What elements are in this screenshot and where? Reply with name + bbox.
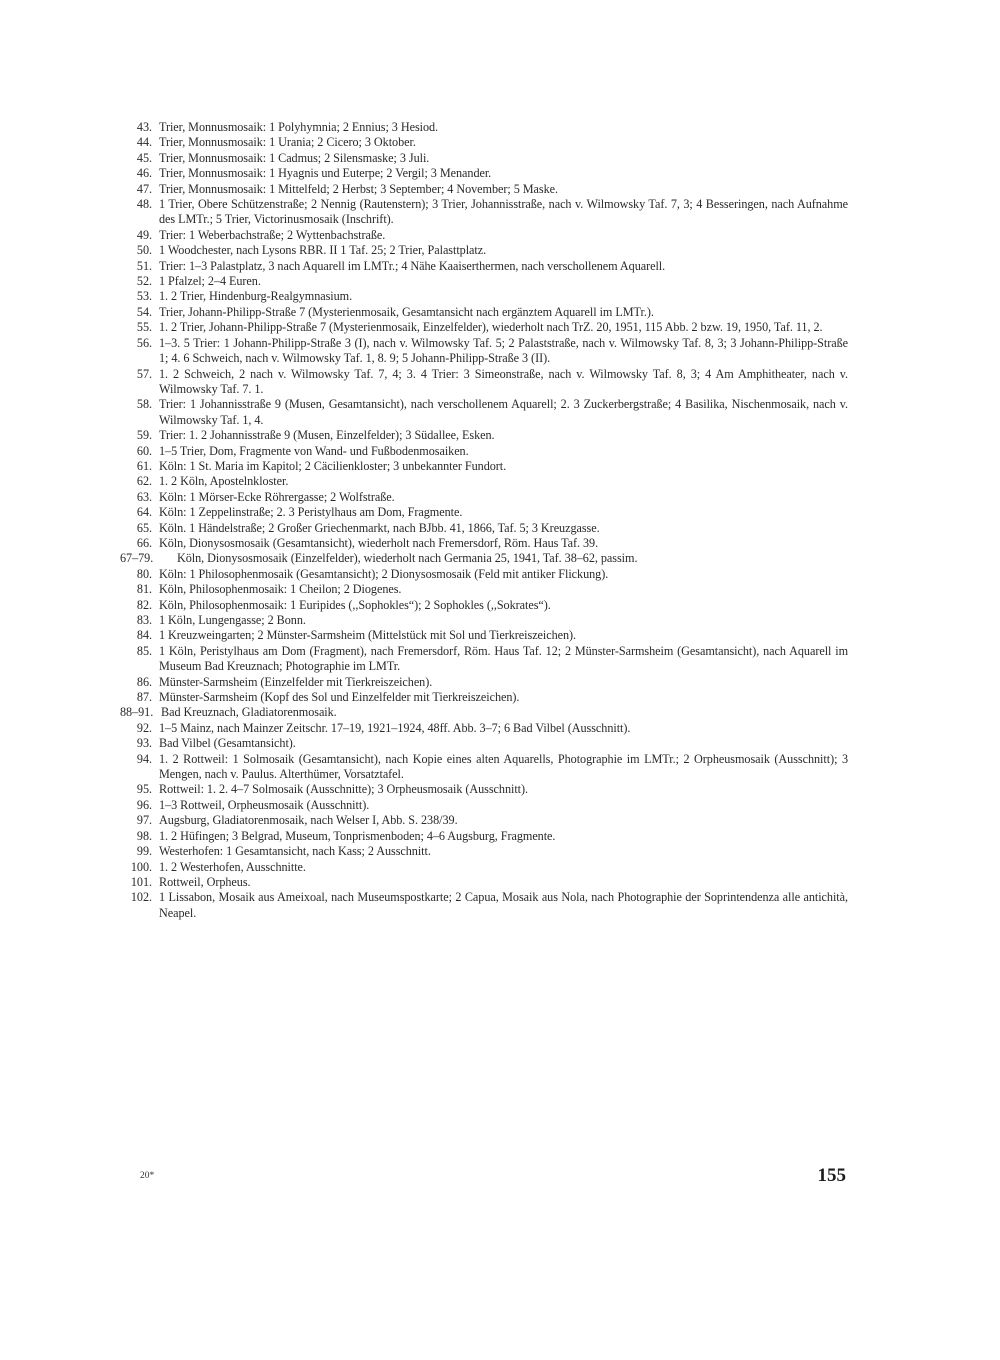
entry-text: Trier: 1 Weberbachstraße; 2 Wyttenbachstraße. [159,227,386,242]
entry-number: 62. [136,474,152,489]
list-item [118,521,848,536]
entry-text: Köln: 1 Philosophenmosaik (Gesamtansicht); 2 Dionysosmosaik (Feld mit antiker Flickung). [159,566,609,581]
entry-text: 1 Woodchester, nach Lysons RBR. II 1 Taf. 25; 2 Trier, Palasttplatz. [159,243,487,258]
list-item [118,243,848,258]
entry-number: 93. [136,736,152,751]
list-item [118,844,848,859]
entry-text: Köln, Philosophenmosaik: 1 Cheilon; 2 Diogenes. [159,582,402,597]
list-item [118,675,848,690]
entry-text: Münster-Sarmsheim (Kopf des Sol und Einzelfelder mit Tierkreiszeichen). [159,690,520,705]
list-item [118,890,848,921]
entry-number: 100. [130,859,152,874]
list-item [118,120,848,135]
entry-number: 84. [136,628,152,643]
entry-text: Augsburg, Gladiatorenmosaik, nach Welser I, Abb. S. 238/39. [159,813,458,828]
list-item [118,813,848,828]
entry-number: 61. [136,458,152,473]
list-item [118,274,848,289]
entry-number: 58. [136,397,152,412]
entry-number: 86. [136,674,152,689]
list-item [118,644,848,675]
list-item [118,459,848,474]
entry-number: 51. [136,258,152,273]
list-item [118,536,848,551]
entry-text: Trier, Monnusmosaik: 1 Urania; 2 Cicero; 3 Oktober. [159,135,416,150]
entry-number: 48. [136,197,152,212]
entry-number: 94. [136,751,152,766]
entry-number: 101. [130,874,152,889]
list-item [118,613,848,628]
entry-text: Köln: 1 St. Maria im Kapitol; 2 Cäcilienkloster; 3 unbekannter Fundort. [159,458,507,473]
list-item [118,336,848,367]
entry-text: 1 Pfalzel; 2–4 Euren. [159,274,261,289]
entry-number: 57. [136,366,152,381]
entry-text: 1–3. 5 Trier: 1 Johann-Philipp-Straße 3 (I), nach v. Wilmowsky Taf. 5; 2 Palaststraße, nach v. Wilmowsky Taf. 8, 3; 3 Johann-Philipp-Straße 1; 4. 6 Schweich, nach v. Wilmowsky Taf. 1, 8. 9; 5 Johann-Philipp-Straße 3 (II). [159,335,848,366]
entry-number: 59. [136,428,152,443]
entry-text: 1 Kreuzweingarten; 2 Münster-Sarmsheim (Mittelstück mit Sol und Tierkreiszeichen). [159,628,577,643]
list-item [118,135,848,150]
list-item [118,182,848,197]
entry-number: 56. [136,335,152,350]
list-item [118,490,848,505]
list-item [118,428,848,443]
list-item [118,782,848,797]
entry-number: 55. [136,320,152,335]
entry-number: 45. [136,150,152,165]
list-item [118,598,848,613]
list-item [118,736,848,751]
list-item [118,505,848,520]
printer-signature: 20* [140,1171,155,1181]
entry-text: Trier: 1–3 Palastplatz, 3 nach Aquarell im LMTr.; 4 Nähe Kaaiserthermen, nach verschollenem Aquarell. [159,258,666,273]
entry-text: Köln. 1 Händelstraße; 2 Großer Griechenmarkt, nach BJbb. 41, 1866, Taf. 5; 3 Kreuzgasse. [159,520,600,535]
list-item [118,752,848,783]
entry-text: 1. 2 Hüfingen; 3 Belgrad, Museum, Tonprismenboden; 4–6 Augsburg, Fragmente. [159,828,556,843]
caption-list [118,120,848,921]
entry-text: 1–5 Mainz, nach Mainzer Zeitschr. 17–19, 1921–1924, 48ff. Abb. 3–7; 6 Bad Vilbel (Ausschnitt). [159,720,631,735]
entry-number: 54. [136,304,152,319]
list-item [118,721,848,736]
entry-text: Trier: 1. 2 Johannisstraße 9 (Musen, Einzelfelder); 3 Südallee, Esken. [159,428,495,443]
list-item [118,798,848,813]
list-item [118,444,848,459]
list-item [118,690,848,705]
list-item [118,628,848,643]
list-item [118,567,848,582]
entry-text: Bad Kreuznach, Gladiatorenmosaik. [161,705,337,720]
entry-text: Trier, Monnusmosaik: 1 Hyagnis und Euterpe; 2 Vergil; 3 Menander. [159,166,492,181]
entry-text: 1 Köln, Lungengasse; 2 Bonn. [159,613,306,627]
entry-text: Trier, Monnusmosaik: 1 Polyhymnia; 2 Ennius; 3 Hesiod. [159,120,439,134]
entry-number: 82. [136,597,152,612]
entry-number: 49. [136,227,152,242]
list-item [118,289,848,304]
entry-number: 95. [136,782,152,797]
entry-number: 80. [136,566,152,581]
entry-text: Trier: 1 Johannisstraße 9 (Musen, Gesamtansicht), nach verschollenem Aquarell; 2. 3 Zuckerbergstraße; 4 Basilika, Nischenmosaik, nach v. Wilmowsky Taf. 1, 4. [159,397,848,427]
list-item [118,367,848,398]
list-item [118,860,848,875]
entry-text: 1. 2 Trier, Johann-Philipp-Straße 7 (Mysterienmosaik, Einzelfelder), wiederholt nach TrZ. 20, 1951, 115 Abb. 2 bzw. 19, 1950, Taf. 11, 2. [159,320,823,335]
entry-text: 1 Lissabon, Mosaik aus Ameixoal, nach Museumspostkarte; 2 Capua, Mosaik aus Nola, nach Photographie der Soprintendenza alle antichità, Neapel. [159,890,848,920]
entry-number: 43. [136,120,152,134]
entry-number: 88–91. [120,705,154,720]
list-item [118,474,848,489]
list-item [118,320,848,335]
entry-number: 64. [136,505,152,520]
entry-text: Bad Vilbel (Gesamtansicht). [159,736,296,751]
entry-number: 66. [136,535,152,550]
list-item [118,228,848,243]
entry-text: Rottweil: 1. 2. 4–7 Solmosaik (Ausschnitte); 3 Orpheusmosaik (Ausschnitt). [159,782,529,797]
list-item [118,166,848,181]
entry-text: Trier, Johann-Philipp-Straße 7 (Mysterienmosaik, Gesamtansicht nach ergänztem Aquarell im LMTr.). [159,304,654,319]
entry-number: 92. [136,720,152,735]
list-item [118,551,848,566]
entry-number: 52. [136,274,152,289]
entry-number: 50. [136,243,152,258]
entry-number: 83. [136,613,152,627]
entry-text: 1. 2 Rottweil: 1 Solmosaik (Gesamtansicht), nach Kopie eines alten Aquarells, Photographie im LMTr.; 2 Orpheusmosaik (Ausschnitt); 3 Mengen, nach v. Paulus. Alterthümer, Vorsatztafel. [159,751,848,782]
entry-number: 87. [136,690,152,705]
entry-text: 1. 2 Trier, Hindenburg-Realgymnasium. [159,289,353,304]
list-item [118,151,848,166]
entry-number: 81. [136,582,152,597]
entry-number: 44. [136,135,152,150]
entry-number: 60. [136,443,152,458]
entry-text: 1–3 Rottweil, Orpheusmosaik (Ausschnitt). [159,797,370,812]
list-item [118,397,848,428]
entry-text: Trier, Monnusmosaik: 1 Mittelfeld; 2 Herbst; 3 September; 4 November; 5 Maske. [159,181,558,196]
list-item [118,582,848,597]
list-item [118,259,848,274]
entry-text: Münster-Sarmsheim (Einzelfelder mit Tierkreiszeichen). [159,674,433,689]
entry-number: 47. [136,181,152,196]
entry-text: Trier, Monnusmosaik: 1 Cadmus; 2 Silensmaske; 3 Juli. [159,150,430,165]
list-item [118,305,848,320]
entry-text: Köln: 1 Mörser-Ecke Röhrergasse; 2 Wolfstraße. [159,489,395,504]
entry-text: 1. 2 Westerhofen, Ausschnitte. [159,859,306,874]
entry-number: 63. [136,489,152,504]
page-number: 155 [817,1165,846,1186]
entry-number: 96. [136,797,152,812]
entry-number: 65. [136,520,152,535]
list-item [118,705,848,720]
entry-text: Rottweil, Orpheus. [159,874,251,889]
entry-text: 1. 2 Köln, Apostelnkloster. [159,474,289,489]
entry-text: Köln: 1 Zeppelinstraße; 2. 3 Peristylhaus am Dom, Fragmente. [159,505,463,520]
entry-number: 98. [136,828,152,843]
list-item [118,875,848,890]
entry-text: Köln, Dionysosmosaik (Gesamtansicht), wiederholt nach Fremersdorf, Röm. Haus Taf. 39. [159,535,599,550]
entry-number: 102. [130,890,152,905]
list-item [118,829,848,844]
entry-number: 85. [136,643,152,658]
list-item [118,197,848,228]
entry-text: 1 Trier, Obere Schützenstraße; 2 Nennig (Rautenstern); 3 Trier, Johannisstraße, nach v. Wilmowsky Taf. 7, 3; 4 Besseringen, nach Aufnahme des LMTr.; 5 Trier, Victorinusmosaik (Inschrift). [159,197,848,227]
entry-text: 1 Köln, Peristylhaus am Dom (Fragment), nach Fremersdorf, Röm. Haus Taf. 12; 2 Münster-Sarmsheim (Gesamtansicht), nach Aquarell im Museum Bad Kreuznach; Photographie im LMTr. [159,643,848,674]
entry-text: 1. 2 Schweich, 2 nach v. Wilmowsky Taf. 7, 4; 3. 4 Trier: 3 Simeonstraße, nach v. Wilmowsky Taf. 8, 3; 4 Am Amphitheater, nach v. Wilmowsky Taf. 7. 1. [159,366,848,396]
entry-text: Köln, Dionysosmosaik (Einzelfelder), wiederholt nach Germania 25, 1941, Taf. 38–62, passim. [177,551,638,566]
entry-number: 67–79. [120,551,154,566]
entry-text: 1–5 Trier, Dom, Fragmente von Wand- und Fußbodenmosaiken. [159,443,469,458]
entry-number: 46. [136,166,152,181]
entry-text: Köln, Philosophenmosaik: 1 Euripides (,,Sophokles“); 2 Sophokles (,,Sokrates“). [159,597,551,612]
entry-number: 97. [136,813,152,828]
entry-number: 53. [136,289,152,304]
entry-text: Westerhofen: 1 Gesamtansicht, nach Kass; 2 Ausschnitt. [159,844,431,859]
entry-number: 99. [136,844,152,859]
